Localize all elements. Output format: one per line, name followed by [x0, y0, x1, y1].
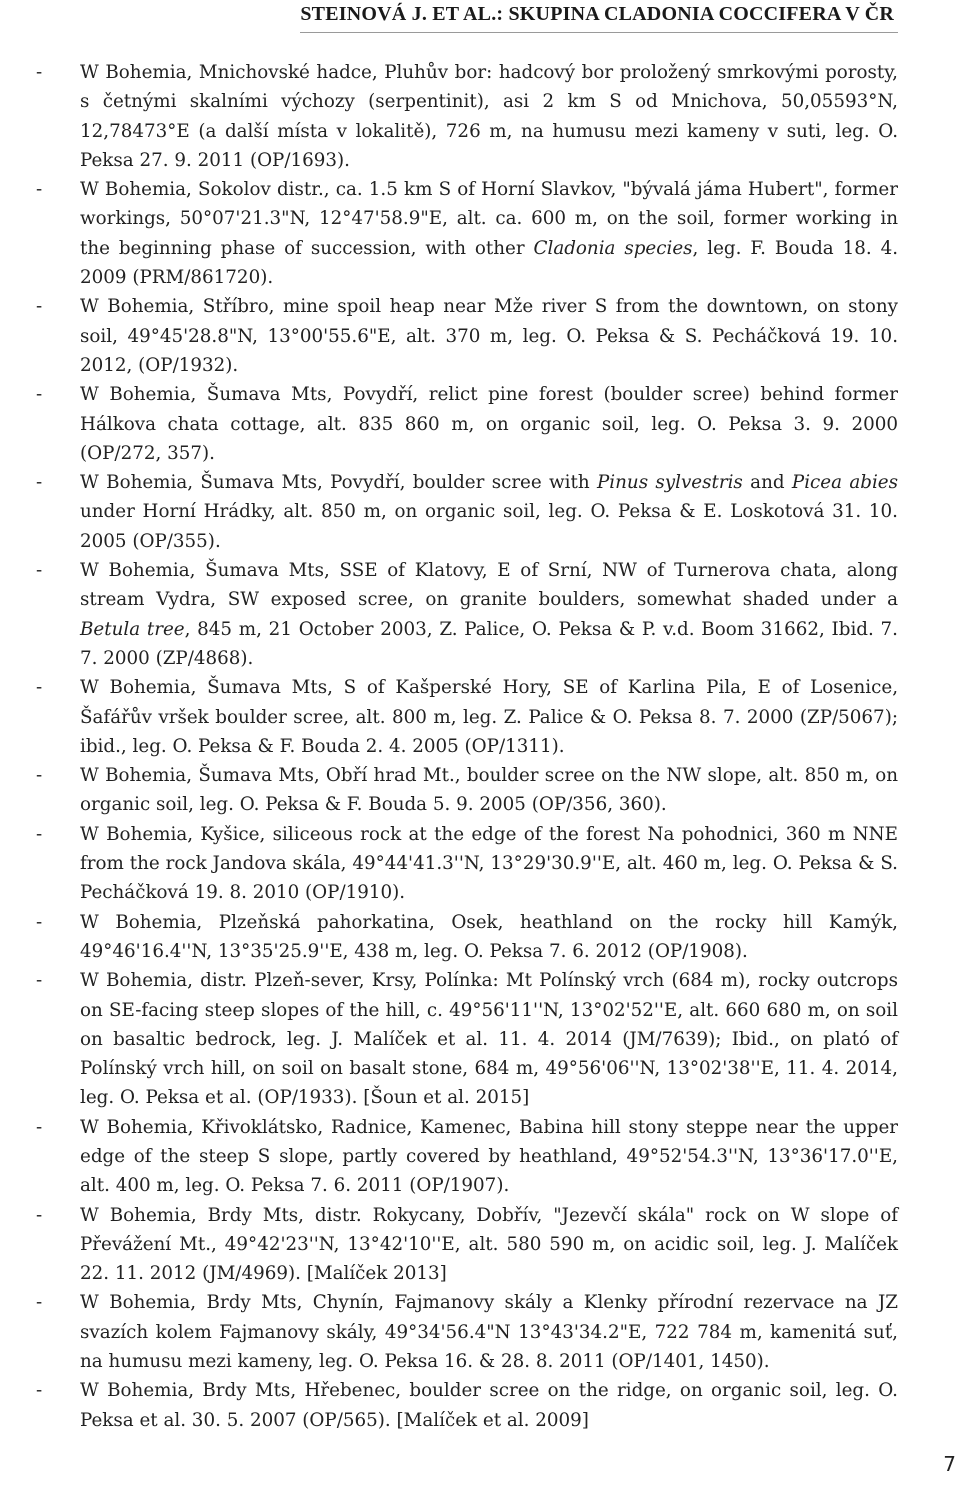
taxon-name: Pinus sylvestris [597, 472, 743, 494]
list-dash: - [36, 1116, 43, 1138]
running-header: STEINOVÁ J. ET AL.: SKUPINA CLADONIA COCCIFERA V ČR [300, 3, 894, 25]
specimen-entry [36, 966, 898, 1112]
page-number: 7 [943, 1452, 956, 1476]
specimen-entry [36, 58, 898, 175]
list-dash: - [36, 560, 43, 582]
specimen-entry [36, 1113, 898, 1201]
list-dash: - [36, 1380, 43, 1402]
entry-text: W Bohemia, Šumava Mts, Povydří, relict pine forest (boulder scree) behind former Hálkova chata cottage, alt. 835 860 m, on organic soil, leg. O. Peksa 3. 9. 2000 (OP/272, 357). [80, 384, 898, 464]
entry-text: W Bohemia, Brdy Mts, Chynín, Fajmanovy skály a Klenky přírodní rezervace na JZ svazích kolem Fajmanovy skály, 49°34'56.4"N 13°43'34.2"E, 722 784 m, kamenitá suť, na humusu mezi kameny, leg. O. Peksa 16. & 28. 8. 2011 (OP/1401, 1450). [80, 1292, 898, 1373]
taxon-name: Betula tree [80, 618, 185, 640]
specimen-entry [36, 1288, 898, 1376]
taxon-name: Cladonia species [533, 237, 693, 259]
entry-text: W Bohemia, Šumava Mts, SSE of Klatovy, E of Srní, NW of Turnerova chata, along stream Vydra, SW exposed scree, on granite boulders, somewhat shaded under a [80, 560, 898, 611]
specimen-entry [36, 292, 898, 380]
entry-text: W Bohemia, Šumava Mts, Povydří, boulder scree with [80, 472, 597, 494]
specimen-entry [36, 761, 898, 820]
entry-text: W Bohemia, Kyšice, siliceous rock at the edge of the forest Na pohodnici, 360 m NNE from the rock Jandova skála, 49°44'41.3''N, 13°29'30.9''E, alt. 460 m, leg. O. Peksa & S. Pecháčková 19. 8. 2010 (OP/1910). [80, 823, 898, 904]
list-dash: - [36, 384, 43, 406]
list-dash: - [36, 970, 43, 992]
list-dash: - [36, 765, 43, 787]
specimen-entry [36, 1376, 898, 1435]
specimen-entry [36, 1201, 898, 1289]
list-dash: - [36, 911, 43, 933]
entry-text: under Horní Hrádky, alt. 850 m, on organic soil, leg. O. Peksa & E. Loskotová 31. 10. 2005 (OP/355). [80, 501, 898, 552]
list-dash: - [36, 179, 43, 201]
entry-text: W Bohemia, Mnichovské hadce, Pluhův bor: hadcový bor proložený smrkovými porosty, s četnými skalními výchozy (serpentinit), asi 2 km S od Mnichova, 50,05593°N, 12,78473°E (a další místa v lokalitě), 726 m, na humusu mezi kameny v suti, leg. O. Peksa 27. 9. 2011 (OP/1693). [80, 62, 898, 171]
entry-text: W Bohemia, distr. Plzeň-sever, Krsy, Polínka: Mt Polínský vrch (684 m), rocky outcrops on SE-facing steep slopes of the hill, c. 49°56'11''N, 13°02'52''E, alt. 660 680 m, on soil on basaltic bedrock, leg. J. Malíček et al. 11. 4. 2014 (JM/7639); Ibid., on plató of Polínský vrch hill, on soil on basalt stone, 684 m, 49°56'06''N, 13°02'38''E, 11. 4. 2014, leg. O. Peksa et al. (OP/1933). [Šoun et al. 2015] [80, 970, 898, 1109]
entry-text: W Bohemia, Plzeňská pahorkatina, Osek, heathland on the rocky hill Kamýk, 49°46'16.4''N, 13°35'25.9''E, 438 m, leg. O. Peksa 7. 6. 2012 (OP/1908). [80, 911, 898, 962]
list-dash: - [36, 1204, 43, 1226]
entry-text: W Bohemia, Sokolov distr., ca. 1.5 km S of Horní Slavkov, "bývalá jáma Hubert", former workings, 50°07'21.3"N, 12°47'58.9"E, alt. ca. 600 m, on the soil, former working in the beginning phase of succession, with other [80, 179, 898, 259]
entry-text: W Bohemia, Křivoklátsko, Radnice, Kamenec, Babina hill stony steppe near the upper edge of the steep S slope, partly covered by heathland, 49°52'54.3''N, 13°36'17.0''E, alt. 400 m, leg. O. Peksa 7. 6. 2011 (OP/1907). [80, 1116, 898, 1197]
entry-text: , 845 m, 21 October 2003, Z. Palice, O. Peksa & P. v.d. Boom 31662, Ibid. 7. 7. 2000 (ZP/4868). [80, 618, 898, 669]
list-dash: - [36, 62, 43, 83]
list-dash: - [36, 1292, 43, 1314]
entry-text: W Bohemia, Brdy Mts, Hřebenec, boulder scree on the ridge, on organic soil, leg. O. Peksa et al. 30. 5. 2007 (OP/565). [Malíček et al. 2009] [80, 1380, 898, 1431]
specimen-entry [36, 556, 898, 673]
header-rule [300, 32, 898, 33]
list-dash: - [36, 823, 43, 845]
entry-text: W Bohemia, Stříbro, mine spoil heap near Mže river S from the downtown, on stony soil, 49°45'28.8"N, 13°00'55.6"E, alt. 370 m, leg. O. Peksa & S. Pecháčková 19. 10. 2012, (OP/1932). [80, 296, 898, 376]
entry-text: and [742, 472, 792, 494]
specimen-entry [36, 380, 898, 468]
entry-text: , leg. F. Bouda 18. 4. 2009 (PRM/861720). [80, 237, 899, 289]
specimen-list [36, 58, 898, 1435]
entry-text: W Bohemia, Šumava Mts, S of Kašperské Hory, SE of Karlina Pila, E of Losenice, Šafářův vršek boulder scree, alt. 800 m, leg. Z. Palice & O. Peksa 8. 7. 2000 (ZP/5067); ibid., leg. O. Peksa & F. Bouda 2. 4. 2005 (OP/1311). [80, 677, 898, 757]
specimen-entry [36, 673, 898, 761]
specimen-entry [36, 468, 898, 556]
taxon-name: Picea abies [791, 472, 898, 494]
list-dash: - [36, 472, 43, 494]
list-dash: - [36, 677, 43, 699]
specimen-entry [36, 908, 898, 967]
specimen-entry [36, 175, 898, 292]
entry-text: W Bohemia, Brdy Mts, distr. Rokycany, Dobřív, "Jezevčí skála" rock on W slope of Převážení Mt., 49°42'23''N, 13°42'10''E, alt. 580 590 m, on acidic soil, leg. J. Malíček 22. 11. 2012 (JM/4969). [Malíček 2013] [80, 1204, 898, 1285]
list-dash: - [36, 296, 43, 318]
entry-text: W Bohemia, Šumava Mts, Obří hrad Mt., boulder scree on the NW slope, alt. 850 m, on organic soil, leg. O. Peksa & F. Bouda 5. 9. 2005 (OP/356, 360). [80, 765, 898, 816]
specimen-entry [36, 820, 898, 908]
